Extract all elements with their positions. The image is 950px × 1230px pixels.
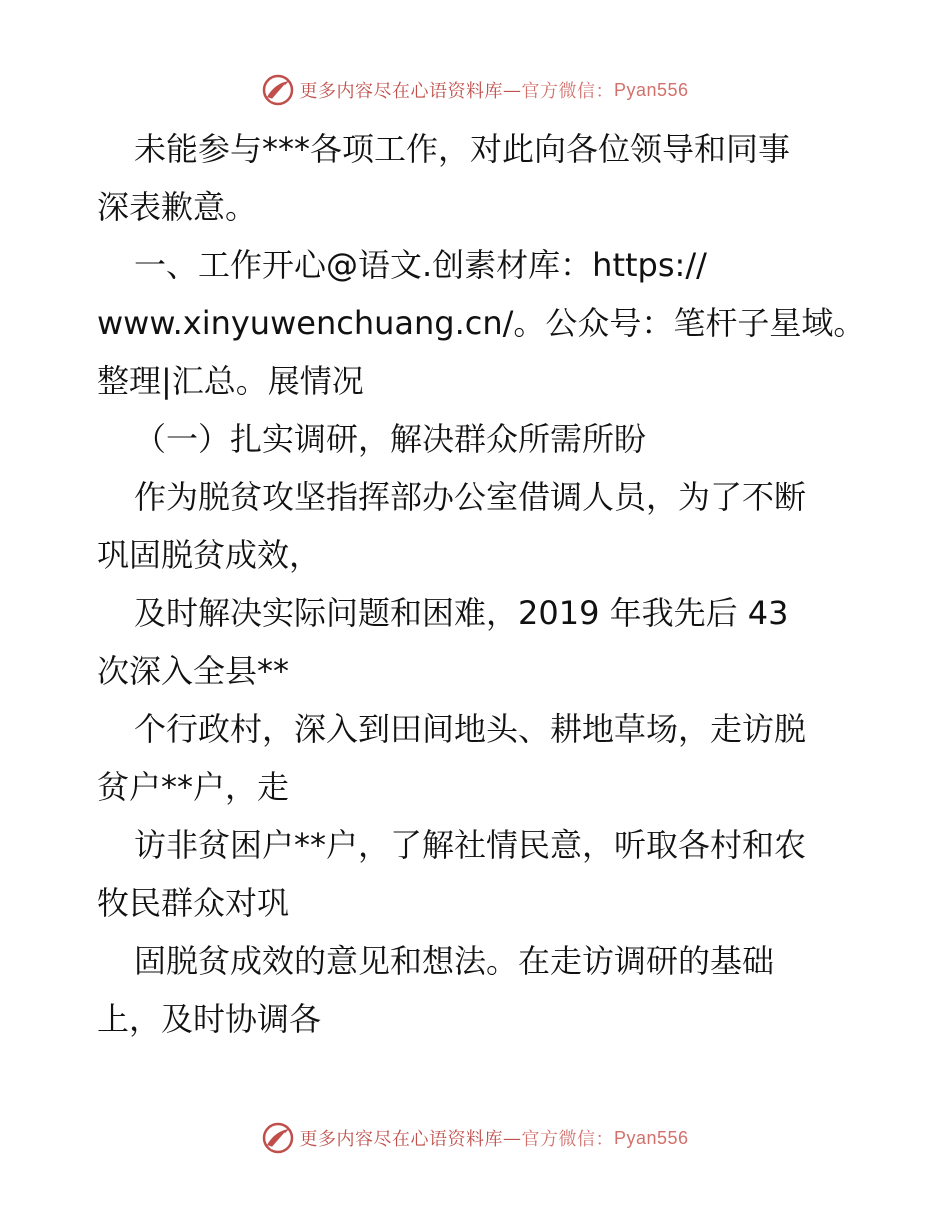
- pen-logo-icon: [261, 1121, 295, 1155]
- banner-dash: —: [502, 79, 522, 101]
- banner-wechat-id: Pyan556: [613, 79, 689, 100]
- body-line: 及时解决实际问题和困难，2019 年我先后 43: [134, 594, 789, 632]
- banner-main-text: 更多内容尽在心语资料库: [299, 1129, 503, 1150]
- banner-wechat-label: 官方微信：: [521, 1129, 614, 1150]
- banner-main-text: 更多内容尽在心语资料库: [299, 81, 503, 102]
- body-line: 作为脱贫攻坚指挥部办公室借调人员，为了不断: [134, 478, 807, 516]
- body-line: 固脱贫成效的意见和想法。在走访调研的基础: [134, 942, 775, 980]
- body-line: 个行政村，深入到田间地头、耕地草场，走访脱: [134, 710, 807, 748]
- section-heading: （一）扎实调研，解决群众所需所盼: [134, 420, 647, 458]
- body-line: 上，及时协调各: [97, 1000, 322, 1038]
- body-line: 一、工作开心@语文.创素材库：https://: [134, 246, 707, 284]
- banner-wechat-label: 官方微信：: [521, 81, 614, 102]
- body-line: 次深入全县**: [97, 652, 290, 690]
- body-line: 贫户**户，走: [97, 768, 290, 806]
- body-line: 未能参与***各项工作，对此向各位领导和同事: [134, 130, 791, 168]
- banner-wechat-id: Pyan556: [613, 1127, 689, 1148]
- body-line: 牧民群众对巩: [97, 884, 290, 922]
- body-line: 整理|汇总。展情况: [97, 362, 364, 400]
- pen-logo-icon: [261, 73, 295, 107]
- body-line: www.xinyuwenchuang.cn/。公众号：笔杆子星域。: [97, 304, 866, 342]
- body-line: 访非贫困户**户，了解社情民意，听取各村和农: [134, 826, 807, 864]
- body-line: 深表歉意。: [97, 188, 258, 226]
- banner-dash: —: [502, 1127, 522, 1149]
- header-banner: [0, 72, 950, 108]
- body-line: 巩固脱贫成效，: [97, 536, 322, 574]
- footer-banner: [0, 1120, 950, 1156]
